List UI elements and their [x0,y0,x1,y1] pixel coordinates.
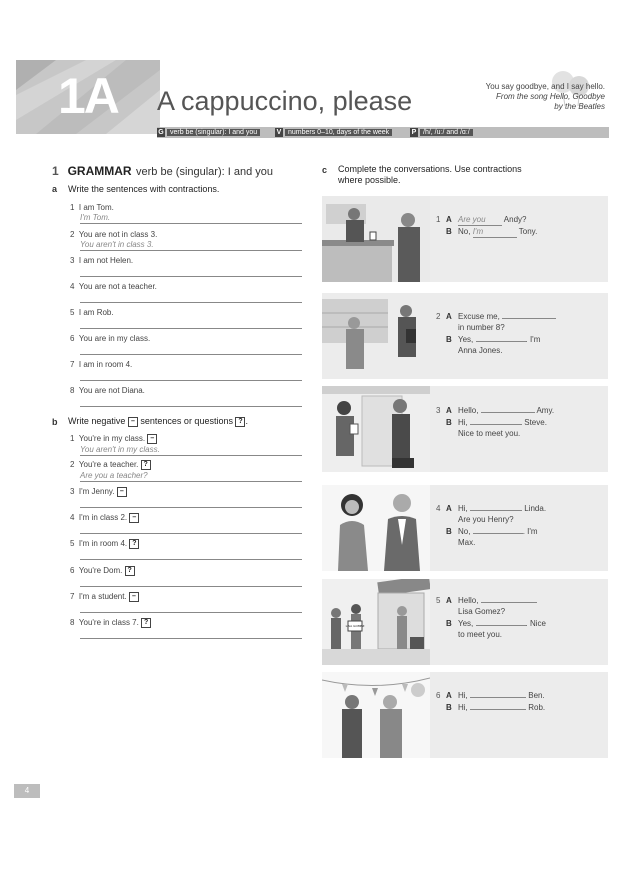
section-heading [52,162,273,180]
lesson-number: 1A [58,68,118,124]
exercise-a-item: 6 You are in my class. [70,334,151,343]
conversation-6: 6 A Hi, Ben. B Hi, Rob. [436,691,546,712]
answer-line[interactable] [80,533,302,534]
answer-line[interactable] [80,380,302,381]
question-box-icon: ? [141,618,151,628]
question-box-icon: ? [141,460,151,470]
answer-line[interactable] [80,328,302,329]
song-quote [430,82,605,112]
exercise-a-item: 8 You are not Diana. [70,386,145,395]
exercise-a-item: 1 I am Tom. [70,203,114,212]
exercise-c-letter: c [322,165,328,175]
exercise-b-item: 7 I'm a student. – [70,592,139,602]
exercise-a-instruction: Write the sentences with contractions. [68,184,220,194]
exercise-b-item: 8 You're in class 7. ? [70,618,151,628]
blank-line[interactable] [481,594,537,603]
blank-line[interactable] [473,525,523,534]
answer-line[interactable] [80,586,302,587]
answer-line[interactable] [80,302,302,303]
answer-line[interactable] [80,559,302,560]
answer-line[interactable] [80,612,302,613]
grammar-tag-icon: G [158,129,164,136]
blank-line[interactable] [470,701,526,710]
minus-box-icon: – [147,434,157,444]
question-box-icon: ? [129,539,139,549]
exercise-a-answer: I'm Tom. [80,213,111,222]
conversation-3: 3 A Hello, Amy. B Hi, Steve. Nice to meet you. [436,406,555,438]
answer-line[interactable] [80,354,302,355]
minus-box-icon: – [128,417,138,427]
exercise-a-item: 2 You are not in class 3. [70,230,158,239]
section-subtitle: verb be (singular): I and you [136,166,273,178]
exercise-b-item: 3 I'm Jenny. – [70,487,127,497]
vocabulary-tag: V numbers 0–10, days of the week [275,128,392,137]
answer-line[interactable] [80,455,302,456]
exercise-b-item: 6 You're Dom. ? [70,566,135,576]
vocabulary-tag-icon: V [276,129,282,136]
pronunciation-tag: P /h/, /uː/ and /ɑː/ [410,128,473,137]
grammar-tag: G verb be (singular): I and you [157,128,260,137]
quote-line-3: by the Beatles [554,102,605,111]
blank-line[interactable] [502,310,556,319]
shop-counter-illustration [322,293,430,379]
answer-line[interactable] [80,276,302,277]
exercise-c-instruction: Complete the conversations. Use contractions where possible. [338,164,522,185]
exercise-a-item: 5 I am Rob. [70,308,114,317]
section-title: GRAMMAR [67,164,132,178]
blank-line[interactable] [476,333,526,342]
answer-line[interactable] [80,507,302,508]
lesson-title: A cappuccino, please [157,86,413,116]
exercise-b-letter: b [52,417,58,427]
conv-answer[interactable]: Are you [458,214,502,226]
conversation-5: 5 A Hello, Lisa Gomez? B Yes, . Nice to meet you. [436,596,546,639]
exercise-a-item: 7 I am in room 4. [70,360,133,369]
exercise-a-letter: a [52,184,58,194]
exercise-b-instruction: Write negative – sentences or questions ? . [68,416,248,426]
conv-answer[interactable]: I'm [473,226,517,238]
exercise-b-item: 2 You're a teacher. ? [70,460,151,470]
section-number: 1 [52,164,59,178]
page-number: 4 [14,784,40,798]
conversation-6-panel [430,672,608,758]
quote-line-1: You say goodbye, and I say hello. [485,82,605,91]
cafe-counter-illustration [322,196,430,282]
exercise-a-answer: You aren't in class 3. [80,240,154,249]
office-meeting-illustration [322,386,430,472]
minus-box-icon: – [117,487,127,497]
pronunciation-tag-icon: P [411,129,417,136]
minus-box-icon: – [129,513,139,523]
answer-line[interactable] [80,481,302,482]
quote-line-2: From the song Hello, Goodbye [496,92,605,101]
exercise-a-item: 3 I am not Helen. [70,256,134,265]
answer-line[interactable] [80,250,302,251]
party-illustration [322,672,430,758]
question-box-icon: ? [125,566,135,576]
exercise-b-answer: Are you a teacher? [80,471,148,480]
answer-line[interactable] [80,406,302,407]
minus-box-icon: – [129,592,139,602]
conversation-1-panel [430,196,608,282]
exercise-b-item: 1 You're in my class. – [70,434,157,444]
exercise-b-item: 5 I'm in room 4. ? [70,539,139,549]
blank-line[interactable] [476,617,526,626]
conversation-1: 1 A Are you Andy? B No, I'm Tony. [436,215,538,236]
two-people-greeting-illustration [322,485,430,571]
answer-line[interactable] [80,638,302,639]
conversation-4: 4 A Hi, Linda. Are you Henry? B No, . I'm Max. [436,504,547,547]
blank-line[interactable] [470,502,522,511]
blank-line[interactable] [470,689,526,698]
airport-arrivals-illustration [322,579,430,665]
exercise-a-item: 4 You are not a teacher. [70,282,157,291]
blank-line[interactable] [470,416,522,425]
blank-line[interactable] [481,404,535,413]
conversation-2: 2 A Excuse me, in number 8? B Yes, . I'm Anna Jones. [436,310,556,356]
exercise-b-answer: You aren't in my class. [80,445,160,454]
question-box-icon: ? [235,417,245,427]
sign-text: LISA GOMEZ [345,624,365,628]
answer-line[interactable] [80,223,302,224]
exercise-b-item: 4 I'm in class 2. – [70,513,139,523]
